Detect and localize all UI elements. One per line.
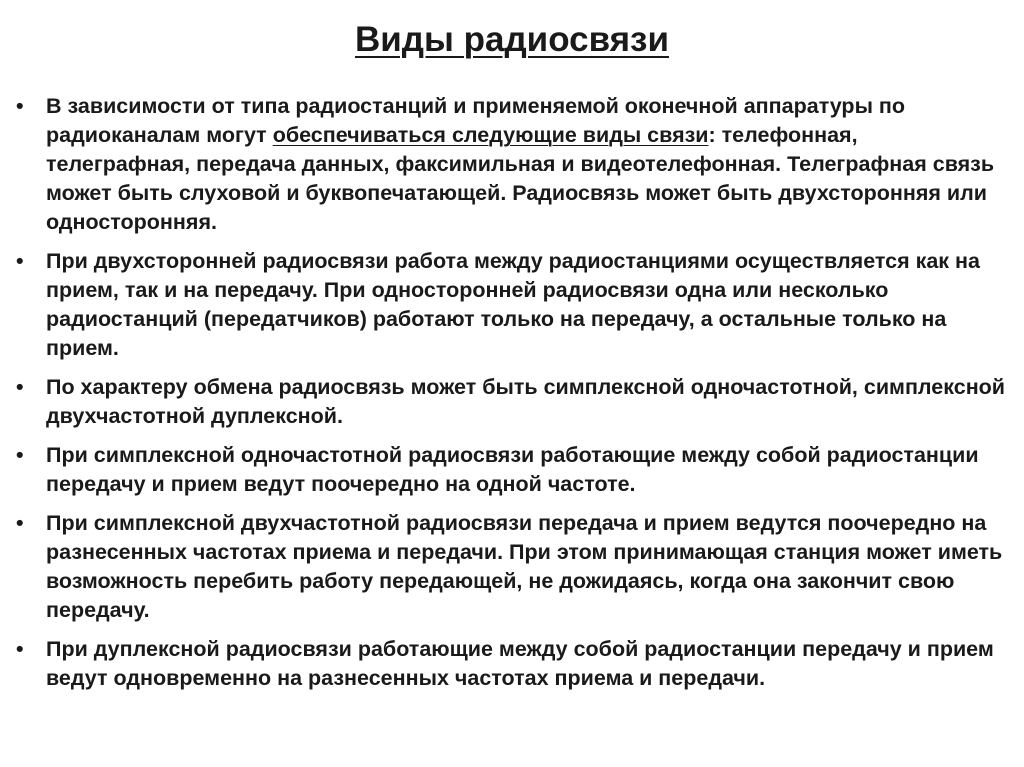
bullet-marker: • (16, 637, 24, 661)
bullet-list (16, 92, 1006, 703)
bullet-item (16, 92, 1006, 237)
bullet-text: При дуплексной радиосвязи работающие между собой радиостанции передачу и прием ведут одновременно на разнесенных частотах приема и передачи. (46, 637, 994, 690)
bullet-text: При симплексной двухчастотной радиосвязи передача и прием ведутся поочередно на разнесенных частотах приема и передачи. При этом принимающая станция может иметь возможность перебить работу передающей, не дожидаясь, когда она закончит свою передачу. (46, 511, 1003, 622)
bullet-marker: • (16, 443, 24, 467)
bullet-item (16, 247, 1006, 363)
bullet-marker: • (16, 375, 24, 399)
bullet-item (16, 373, 1006, 431)
bullet-marker: • (16, 94, 24, 118)
bullet-text-before: В зависимости от типа радиостанций и применяемой оконечной аппаратуры по радиоканалам могут (46, 94, 906, 147)
bullet-text: По характеру обмена радиосвязь может быть симплексной одночастотной, симплексной двухчастотной дуплексной. (46, 375, 1006, 428)
bullet-item (16, 441, 1006, 499)
bullet-text-underlined: обеспечиваться следующие виды связи (272, 123, 709, 147)
bullet-text: При двухсторонней радиосвязи работа между радиостанциями осуществляется как на прием, так и на передачу. При односторонней радиосвязи одна или несколько радиостанций (передатчиков) работают только на передачу, а остальные только на прием. (46, 249, 980, 360)
bullet-marker: • (16, 249, 24, 273)
bullet-item (16, 509, 1006, 625)
bullet-text: При симплексной одночастотной радиосвязи работающие между собой радиостанции передачу и прием ведут поочередно на одной частоте. (46, 443, 979, 496)
slide-title-text: Виды радиосвязи (355, 20, 669, 59)
bullet-text-after: : телефонная, телеграфная, передача данных, факсимильная и видеотелефонная. Телеграфная связь может быть слуховой и буквопечатающей. Радиосвязь может быть двухсторонняя или односторонняя. (46, 123, 995, 234)
bullet-marker: • (16, 511, 24, 535)
slide-title (0, 16, 1024, 64)
bullet-item (16, 635, 1006, 693)
